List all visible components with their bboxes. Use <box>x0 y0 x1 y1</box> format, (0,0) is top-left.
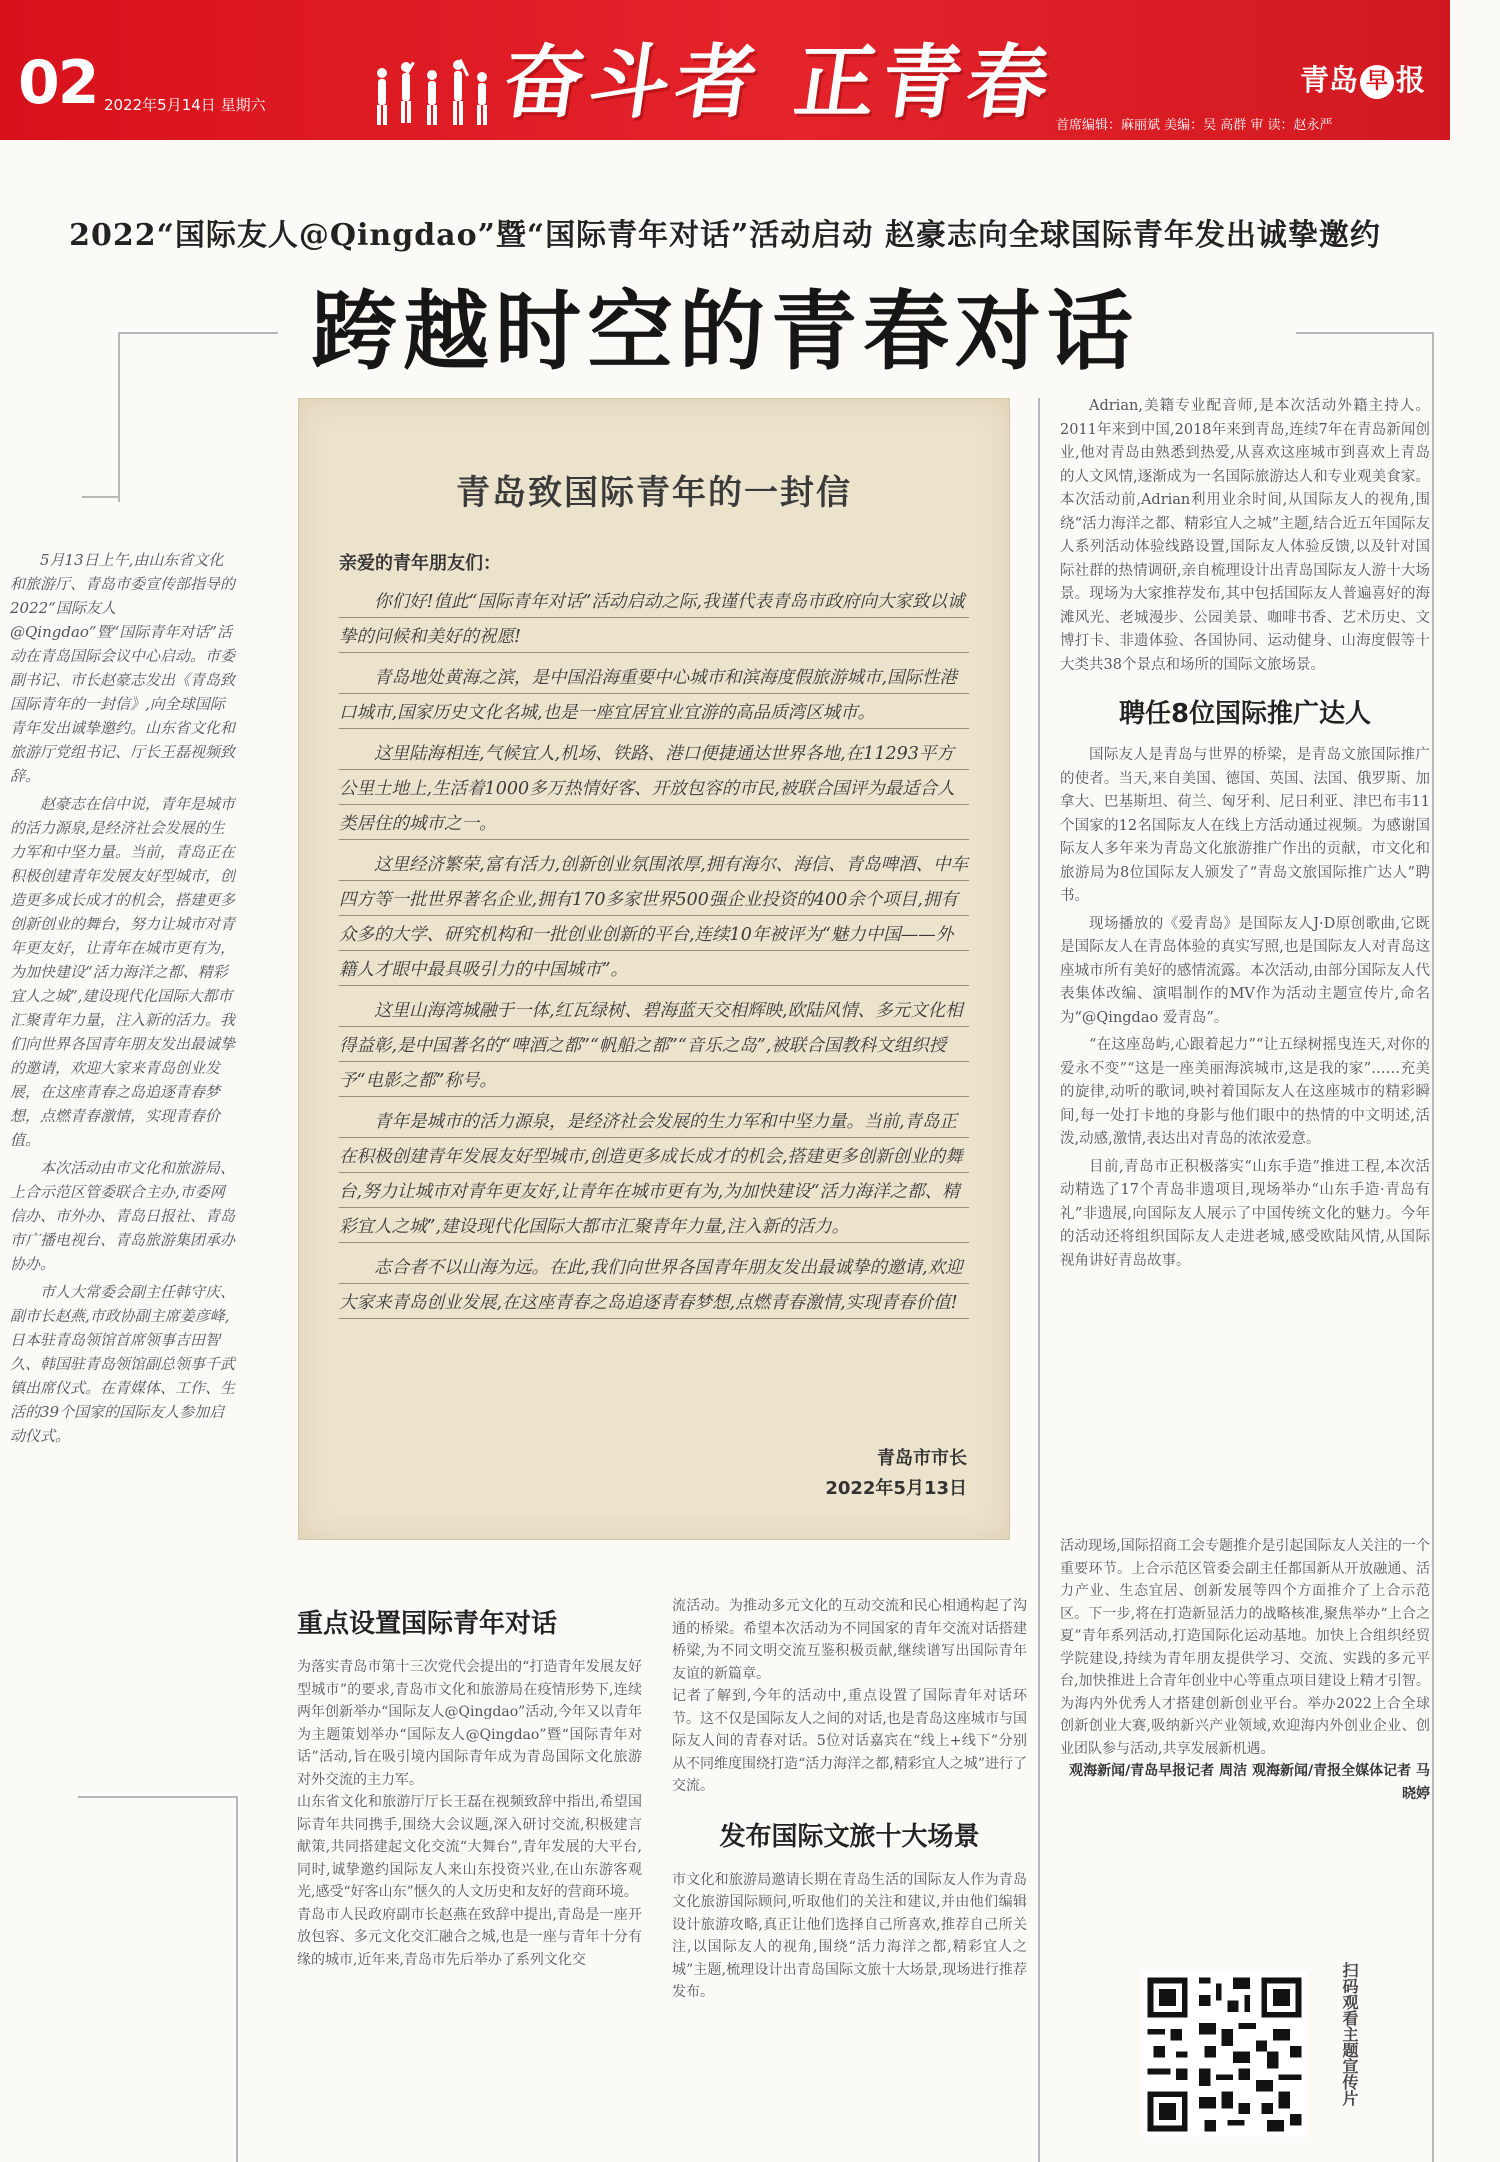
qr-caption: 扫码观看主题宣传片 <box>1340 1962 1359 2106</box>
rule-left-bottom <box>236 1796 238 2162</box>
rule-left-upper <box>118 332 120 502</box>
right-lower-story <box>1060 1535 1430 1915</box>
signature-date: 2022年5月13日 <box>825 1478 967 1499</box>
letter-title: 青岛致国际青年的一封信 <box>456 473 852 513</box>
lower-paragraph: 青岛市人民政府副市长赵燕在致辞中提出,青岛是一座开放包容、多元文化交汇融合之城,也是一座与青年十分有缘的城市,近年来,青岛市先后举办了系列文化交 <box>297 1906 642 1968</box>
lower-paragraph: 为落实青岛市第十三次党代会提出的“打造青年发展友好型城市”的要求,青岛市文化和旅游局在疫情形势下,连续两年创新举办“国际友人@Qingdao”活动,今年又以青年为主题策划举办“国际友人@Qingdao”暨“国际青年对话”活动,旨在吸引境内国际青年成为青岛国际文化旅游对外交流的主力军。 <box>297 1659 642 1788</box>
section-heading-dialogue: 重点设置国际青年对话 <box>297 1609 558 1639</box>
main-headline: 跨越时空的青春对话 <box>311 282 1139 382</box>
paper-logo <box>1300 58 1425 99</box>
right-paragraph: Adrian,美籍专业配音师,是本次活动外籍主持人。2011年来到中国,2018年来到青岛,连续7年在青岛新闻创业,他对青岛由熟悉到热爱,从喜欢这座城市到喜欢上青岛的人文风情,逐渐成为一名国际旅游达人和专业观美食家。本次活动前,Adrian利用业余时间,从国际友人的视角,围绕“活力海洋之都、精彩宜人之城”主题,结合近五年国际友人系列活动体验线路设置,国际友人体验反馈,以及针对国际社群的热情调研,亲自梳理设计出青岛国际友人游十大场景。现场为大家推荐发布,其中包括国际友人普遍喜好的海滩风光、老城漫步、公园美景、咖啡书香、艺术历史、文博打卡、非遗体验、各国协同、运动健身、山海度假等十大类共38个景点和场所的国际文旅场景。 <box>1060 398 1430 673</box>
right-column-story <box>1060 395 1430 1277</box>
left-paragraph: 5月13日上午,由山东省文化和旅游厅、青岛市委宣传部指导的2022“国际友人@Qingdao”暨“国际青年对话”活动在青岛国际会议中心启动。市委副书记、市长赵豪志发出《青岛致国际青年的一封信》,向全球国际青年发出诚挚邀约。山东省文化和旅游厅党组书记、厅长王磊视频致辞。 <box>10 551 236 785</box>
letter-paragraph: 这里山海湾城融于一体,红瓦绿树、碧海蓝天交相辉映,欧陆风情、多元文化相得益彰,是中国著名的“啤酒之都”“帆船之都”“音乐之岛”,被联合国教科文组织授予“电影之都”称号。 <box>339 994 969 1099</box>
paper-logo-left: 青岛 <box>1300 63 1359 97</box>
issue-date: 2022年5月14日 星期六 <box>104 96 266 114</box>
page-number: 02 <box>18 48 98 118</box>
masthead <box>0 0 1450 140</box>
rule-left-mid <box>82 496 120 498</box>
right-paragraph: 现场播放的《爱青岛》是国际友人J·D原创歌曲,它既是国际友人在青岛体验的真实写照,也是国际友人对青岛这座城市所有美好的感情流露。本次活动,由部分国际友人代表集体改编、演唱制作的MV作为活动主题宣传片,命名为“@Qingdao 爱青岛”。 <box>1060 915 1430 1026</box>
paper-logo-right: 报 <box>1396 63 1426 97</box>
headline-kicker: 2022“国际友人@Qingdao”暨“国际青年对话”活动启动 赵豪志向全球国际青年发出诚挚邀约 <box>69 218 1381 253</box>
rule-right <box>1432 332 1434 2162</box>
lower-paragraph: 记者了解到,今年的活动中,重点设置了国际青年对话环节。这不仅是国际友人之间的对话,也是青岛这座城市与国际友人间的青春对话。5位对话嘉宾在“线上+线下”分别从不同维度围绕打造“活力海洋之都,精彩宜人之城”进行了交流。 <box>672 1688 1027 1794</box>
section-heading-promoters: 聘任8位国际推广达人 <box>1118 699 1372 729</box>
right-paragraph: “在这座岛屿,心跟着起力”“让五绿树摇曳连天,对你的爱永不变”“这是一座美丽海滨城市,这是我的家”……充美的旋律,动听的歌词,映衬着国际友人在这座城市的精彩瞬间,每一处打卡地的身影与他们眼中的热情的中文明述,活泼,动感,激情,表达出对青岛的浓浓爱意。 <box>1060 1037 1430 1147</box>
rule-col-divider-1 <box>1038 398 1040 2162</box>
letter-salutation: 亲爱的青年朋友们： <box>339 553 501 574</box>
letter-paragraph: 青岛地处黄海之滨，是中国沿海重要中心城市和滨海度假旅游城市,国际性港口城市,国家历史文化名城,也是一座宜居宜业宜游的高品质湾区城市。 <box>339 661 969 731</box>
column-title: 奋斗者 正青春 <box>497 35 1061 129</box>
left-paragraph: 本次活动由市文化和旅游局、上合示范区管委联合主办,市委网信办、市外办、青岛日报社、青岛市广播电视台、青岛旅游集团承办协办。 <box>10 1159 236 1273</box>
byline: 观海新闻/青岛早报记者 周洁 观海新闻/青报全媒体记者 马晓婷 <box>1069 1763 1430 1802</box>
lower-left-story <box>297 1595 642 2155</box>
editor-credits: 首席编辑：麻丽斌 美编：吴 高群 审 读：赵永严 <box>1056 118 1333 133</box>
signature-title: 青岛市市长 <box>877 1448 967 1469</box>
letter-paragraph: 这里经济繁荣,富有活力,创新创业氛围浓厚,拥有海尔、海信、青岛啤酒、中车四方等一批世界著名企业,拥有170多家世界500强企业投资的400余个项目,拥有众多的大学、研究机构和一批创业创新的平台,连续10年被评为“魅力中国——外籍人才眼中最具吸引力的中国城市”。 <box>339 848 969 988</box>
lower-paragraph: 流活动。为推动多元文化的互动交流和民心相通构起了沟通的桥梁。希望本次活动为不同国家的青年交流对话搭建桥梁,为不同文明交流互鉴积极贡献,继续谱写出国际青年友谊的新篇章。 <box>672 1598 1027 1682</box>
rule-left-lower <box>78 1796 238 1798</box>
section-heading-scenes: 发布国际文旅十大场景 <box>719 1821 980 1852</box>
open-letter-card <box>298 398 1010 1540</box>
rule-top-right <box>1296 332 1432 334</box>
right-paragraph: 国际友人是青岛与世界的桥梁，是青岛文旅国际推广的使者。当天,来自美国、德国、英国、法国、俄罗斯、加拿大、巴基斯坦、荷兰、匈牙利、尼日利亚、津巴布韦11个国家的12名国际友人在线上方活动通过视频。为感谢国际友人多年来为青岛文化旅游推广作出的贡献，市文化和旅游局为8位国际友人颁发了“青岛文旅国际推广达人”聘书。 <box>1060 747 1430 904</box>
letter-paragraph: 志合者不以山海为远。在此,我们向世界各国青年朋友发出最诚挚的邀请,欢迎大家来青岛创业发展,在这座青春之岛追逐青春梦想,点燃青春激情,实现青春价值! <box>339 1251 969 1321</box>
right-paragraph: 目前,青岛市正积极落实“山东手造”推进工程,本次活动精选了17个青岛非遗项目,现场举办“山东手造·青岛有礼”非遗展,向国际友人展示了中国传统文化的魅力。今年的活动还将组织国际友人走进老城,感受欧陆风情,从国际视角讲好青岛故事。 <box>1060 1158 1430 1269</box>
people-silhouettes-icon <box>368 55 498 130</box>
letter-paragraph: 青年是城市的活力源泉，是经济社会发展的生力军和中坚力量。当前,青岛正在积极创建青年发展友好型城市,创造更多成长成才的机会,搭建更多创新创业的舞台,努力让城市对青年更友好,让青年在城市更有为,为加快建设“活力海洋之都、精彩宜人之城”,建设现代化国际大都市汇聚青年力量,注入新的活力。 <box>339 1105 969 1245</box>
left-column-story <box>10 548 236 1763</box>
letter-body <box>339 585 969 1327</box>
paper-logo-badge: 早 <box>1360 65 1394 99</box>
letter-paragraph: 你们好!值此“国际青年对话”活动启动之际,我谨代表青岛市政府向大家致以诚挚的问候和美好的祝愿! <box>339 585 969 655</box>
lower-paragraph: 山东省文化和旅游厅厅长王磊在视频致辞中指出,希望国际青年共同携手,围绕大会议题,深入研讨交流,积极建言献策,共同搭建起文化交流“大舞台”,青年发展的大平台,同时,诚挚邀约国际友人来山东投资兴业,在山东游客观光,感受“好客山东”惬久的人文历史和友好的营商环境。 <box>297 1794 642 1900</box>
left-paragraph: 市人大常委会副主任韩守庆、副市长赵燕,市政协副主席姜彦峰,日本驻青岛领馆首席领事吉田智久、韩国驻青岛领馆副总领事千武镇出席仪式。在青媒体、工作、生活的39个国家的国际友人参加启动仪式。 <box>10 1283 236 1445</box>
rule-top-left <box>118 332 278 334</box>
lower-middle-story <box>672 1595 1027 2155</box>
letter-signature <box>825 1444 967 1504</box>
lower-paragraph: 市文化和旅游局邀请长期在青岛生活的国际友人作为青岛文化旅游国际顾问,听取他们的关注和建议,并由他们编辑设计旅游攻略,真正让他们选择自己所喜欢,推荐自己所关注,以国际友人的视角,围绕“活力海洋之都,精彩宜人之城”主题,梳理设计出青岛国际文旅十大场景,现场进行推荐发布。 <box>672 1871 1027 2000</box>
letter-paragraph: 这里陆海相连,气候宜人,机场、铁路、港口便捷通达世界各地,在11293平方公里土地上,生活着1000多万热情好客、开放包容的市民,被联合国评为最适合人类居住的城市之一。 <box>339 737 969 842</box>
lower-paragraph: 活动现场,国际招商工会专题推介是引起国际友人关注的一个重要环节。上合示范区管委会副主任都国新从开放融通、活力产业、生态宜居、创新发展等四个方面推介了上合示范区。下一步,将在打造新显活力的战略核准,聚焦举办“上合之夏”青年系列活动,打造国际化运动基地。加快上合组织经贸学院建设,持续为青年朋友提供学习、交流、实践的多元平台,加快推进上合青年创业中心等重点项目建设上精才引智。为海内外优秀人才搭建创新创业平台。举办2022上合全球创新创业大赛,吸纳新兴产业领域,欢迎海内外创业企业、创业团队参与活动,共享发展新机遇。 <box>1060 1538 1430 1757</box>
qr-code-icon[interactable] <box>1142 1972 1307 2137</box>
left-paragraph: 赵豪志在信中说，青年是城市的活力源泉,是经济社会发展的生力军和中坚力量。当前，青岛正在积极创建青年发展友好型城市，创造更多成长成才的机会，搭建更多创新创业的舞台，努力让城市对青年更友好，让青年在城市更有为，为加快建设“活力海洋之都、精彩宜人之城”,建设现代化国际大都市汇聚青年力量，注入新的活力。我们向世界各国青年朋友发出最诚挚的邀请，欢迎大家来青岛创业发展，在这座青春之岛追逐青春梦想，点燃青春激情，实现青春价值。 <box>10 795 236 1149</box>
